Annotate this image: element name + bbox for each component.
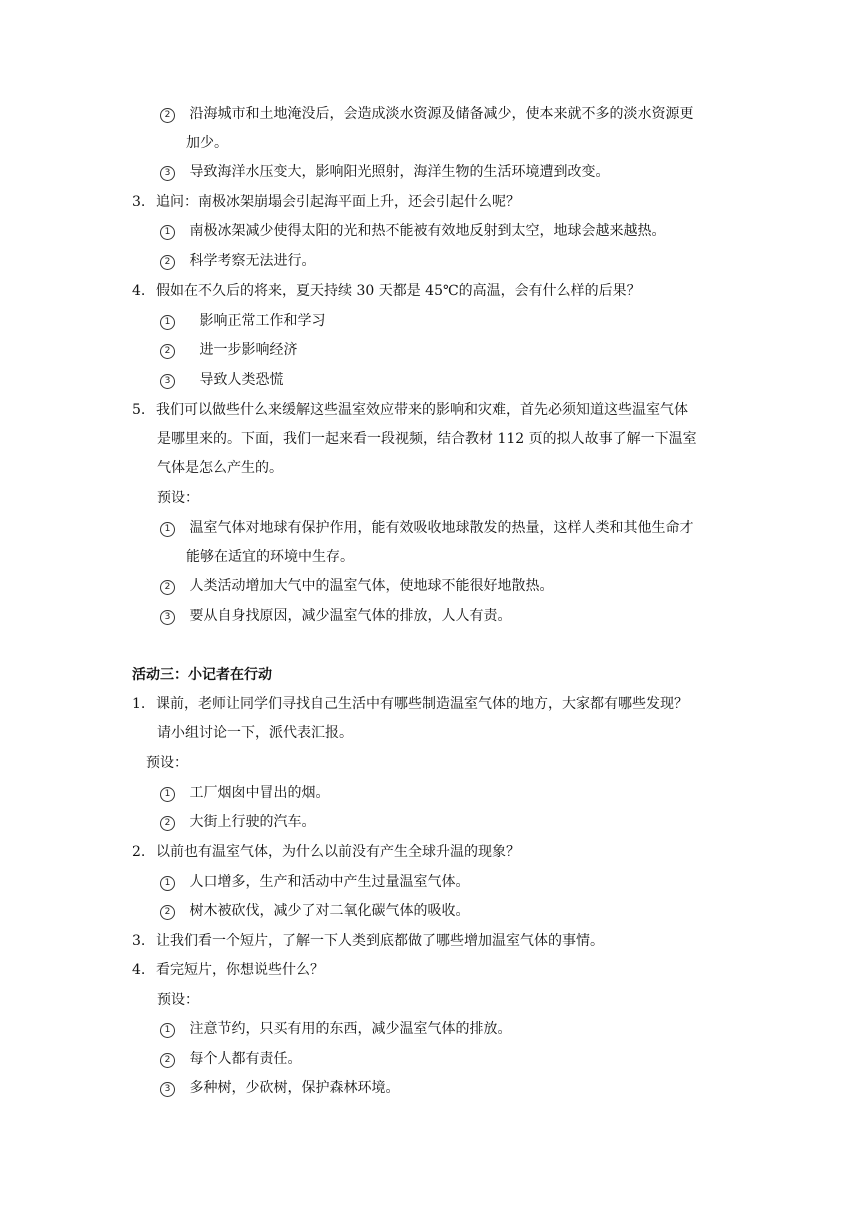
circled-number-marker: 2 [160, 344, 175, 359]
answer-text: 科学考察无法进行。 [189, 253, 316, 269]
question-item [132, 192, 520, 212]
question-item [132, 931, 604, 951]
question-number: 4. [132, 283, 146, 299]
answer-item [160, 1019, 511, 1039]
answer-text: 温室气体对地球有保护作用，能有效吸收地球散发的热量，这样人类和其他生命才 [189, 520, 694, 536]
answer-item [160, 104, 693, 124]
answer-text: 工厂烟囱中冒出的烟。 [189, 785, 330, 801]
answer-text: 影响正常工作和学习 [199, 313, 326, 329]
question-text: 让我们看一个短片，了解一下人类到底都做了哪些增加温室气体的事情。 [156, 933, 604, 949]
question-text: 追问：南极冰架崩塌会引起海平面上升，还会引起什么呢？ [156, 194, 520, 210]
answer-item [160, 251, 315, 271]
circled-number-marker: 2 [160, 816, 175, 831]
circled-number-marker: 1 [160, 787, 175, 802]
answer-item [160, 221, 665, 241]
section-heading: 活动三：小记者在行动 [132, 667, 272, 683]
answer-item [160, 812, 315, 832]
question-text-continued: 气体是怎么产生的。 [157, 460, 283, 476]
answer-item [160, 518, 693, 538]
circled-number-marker: 2 [160, 1053, 175, 1068]
question-number: 3. [132, 194, 146, 210]
circled-number-marker: 2 [160, 108, 175, 123]
preset-label: 预设： [157, 992, 199, 1008]
question-text: 课前，老师让同学们寻找自己生活中有哪些制造温室气体的地方，大家都有哪些发现？ [156, 696, 688, 712]
answer-item [160, 1049, 301, 1069]
question-item [132, 281, 641, 301]
answer-item [160, 606, 511, 626]
answer-item [160, 783, 329, 803]
circled-number-marker: 2 [160, 905, 175, 920]
answer-text: 每个人都有责任。 [189, 1051, 302, 1067]
question-text-continued: 请小组讨论一下，派代表汇报。 [157, 725, 353, 741]
question-item [132, 694, 688, 714]
preset-label: 预设： [146, 755, 188, 771]
answer-text: 要从自身找原因，减少温室气体的排放，人人有责。 [189, 608, 512, 624]
circled-number-marker: 3 [160, 374, 175, 389]
question-text: 以前也有温室气体，为什么以前没有产生全球升温的现象？ [156, 844, 520, 860]
preset-label: 预设： [157, 490, 199, 506]
answer-item [160, 340, 297, 360]
question-number: 5. [132, 402, 146, 418]
circled-number-marker: 1 [160, 225, 175, 240]
answer-text: 导致海洋水压变大，影响阳光照射，海洋生物的生活环境遭到改变。 [189, 164, 610, 180]
circled-number-marker: 3 [160, 610, 175, 625]
answer-text: 导致人类恐慌 [199, 372, 284, 388]
answer-text: 大街上行驶的汽车。 [189, 814, 316, 830]
circled-number-marker: 1 [160, 522, 175, 537]
answer-text: 进一步影响经济 [199, 342, 298, 358]
question-item [132, 400, 688, 420]
question-item [132, 842, 520, 862]
answer-item [160, 901, 469, 921]
circled-number-marker: 3 [160, 1082, 175, 1097]
question-text: 看完短片，你想说些什么？ [156, 962, 324, 978]
circled-number-marker: 3 [160, 166, 175, 181]
question-number: 1. [132, 696, 146, 712]
answer-item [160, 576, 553, 596]
circled-number-marker: 2 [160, 580, 175, 595]
answer-item [160, 872, 469, 892]
answer-item [160, 370, 283, 390]
question-text-continued: 是哪里来的。下面，我们一起来看一段视频，结合教材 112 页的拟人故事了解一下温室 [157, 431, 697, 447]
answer-item [160, 1078, 399, 1098]
answer-text: 沿海城市和土地淹没后，会造成淡水资源及储备减少，使本来就不多的淡水资源更 [189, 106, 694, 122]
answer-text: 人类活动增加大气中的温室气体，使地球不能很好地散热。 [189, 578, 554, 594]
question-text: 假如在不久后的将来，夏天持续 30 天都是 45℃的高温，会有什么样的后果？ [156, 283, 641, 299]
answer-text: 树木被砍伐，减少了对二氧化碳气体的吸收。 [189, 903, 470, 919]
answer-text-continued: 能够在适宜的环境中生存。 [186, 549, 354, 565]
question-number: 2. [132, 844, 146, 860]
answer-text-continued: 加少。 [186, 135, 228, 151]
question-number: 4. [132, 962, 146, 978]
circled-number-marker: 1 [160, 1023, 175, 1038]
circled-number-marker: 2 [160, 255, 175, 270]
question-number: 3. [132, 933, 146, 949]
answer-text: 南极冰架减少使得太阳的光和热不能被有效地反射到太空，地球会越来越热。 [189, 223, 666, 239]
circled-number-marker: 1 [160, 315, 175, 330]
answer-text: 人口增多，生产和活动中产生过量温室气体。 [189, 874, 470, 890]
answer-item [160, 311, 325, 331]
answer-item [160, 162, 609, 182]
question-item [132, 960, 324, 980]
circled-number-marker: 1 [160, 876, 175, 891]
answer-text: 多种树，少砍树，保护森林环境。 [189, 1080, 400, 1096]
answer-text: 注意节约，只买有用的东西，减少温室气体的排放。 [189, 1021, 512, 1037]
question-text: 我们可以做些什么来缓解这些温室效应带来的影响和灾难，首先必须知道这些温室气体 [156, 402, 688, 418]
